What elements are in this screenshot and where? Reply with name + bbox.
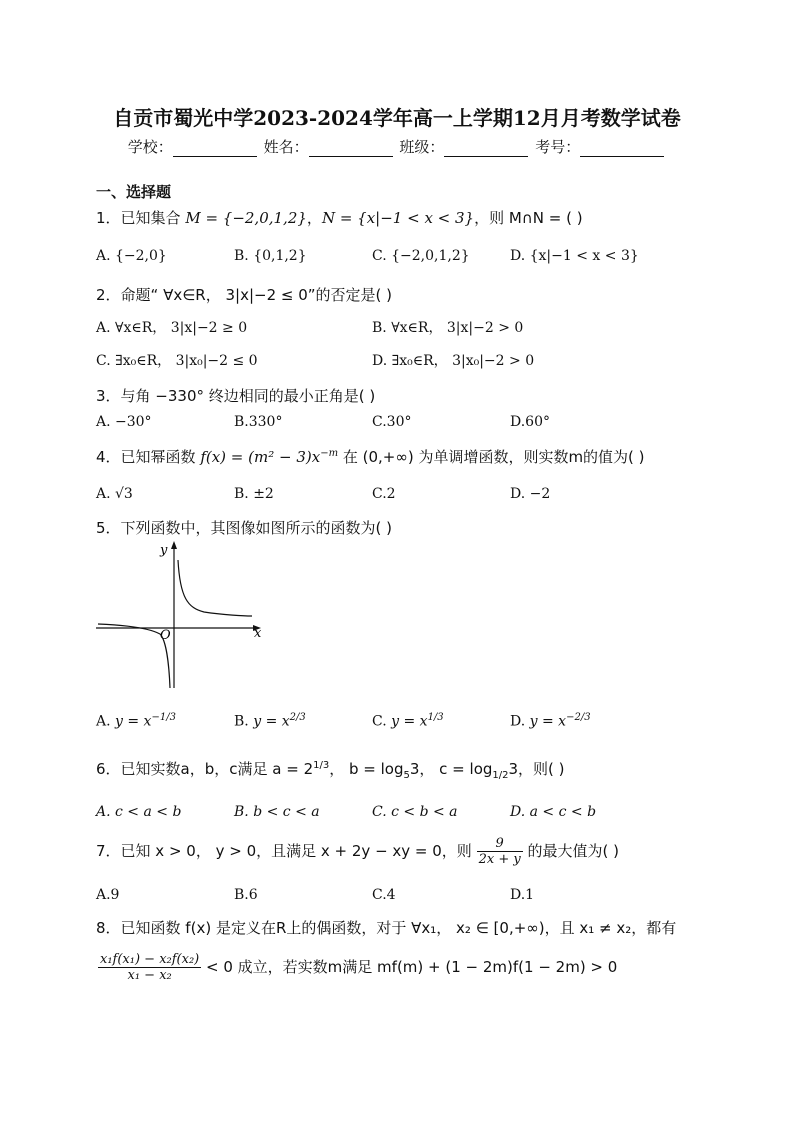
q6-option-a: A. c < a < b — [96, 804, 182, 820]
curve-left-branch — [98, 624, 170, 688]
q5-option-d-base: y = x — [529, 713, 567, 730]
q3-option-c: C.30° — [372, 414, 412, 430]
q7-fraction — [477, 836, 523, 867]
question-8: 8．已知函数 f(x) 是定义在R上的偶函数，对于 ∀x₁， x₂ ∈ [0,+∞)，且 x₁ ≠ x₂，都有 — [96, 919, 677, 937]
q4-stem: 4．已知幂函数 — [96, 448, 201, 466]
q5-option-b-exp: 2/3 — [289, 712, 306, 723]
q5-option-b-base: y = x — [253, 713, 290, 730]
q5-option-c-exp: 1/3 — [427, 712, 444, 723]
name-label: 姓名： — [263, 138, 309, 156]
q4-option-a: A. √3 — [96, 486, 133, 502]
function-graph — [94, 538, 274, 693]
curve-right-branch — [178, 560, 252, 616]
q4-option-b: B. ±2 — [234, 486, 274, 502]
q6-stem-d: 3，则( ) — [508, 760, 565, 778]
student-info-line — [0, 136, 794, 157]
q7-stem-end: 的最大值为( ) — [527, 842, 619, 860]
q8-fraction — [98, 952, 201, 983]
q5-option-a-exp: −1/3 — [151, 712, 176, 723]
page-title: 自贡市蜀光中学2023-2024学年高一上学期12月月考数学试卷 — [113, 106, 681, 130]
q5-option-d-letter: D. — [510, 713, 526, 730]
q2-option-c: C. ∃x₀∈R， 3|x₀|−2 ≤ 0 — [96, 353, 258, 369]
q4-option-d: D. −2 — [510, 486, 551, 502]
question-7 — [96, 836, 619, 867]
q7-option-a: A.9 — [96, 887, 120, 903]
q6-option-d: D. a < c < b — [510, 804, 597, 820]
q6-log-base-c: 1/2 — [492, 770, 509, 781]
class-blank — [444, 140, 528, 157]
q4-stem-end: 在 (0,+∞) 为单调增函数，则实数m的值为( ) — [338, 448, 645, 466]
q8-fraction-numerator: x₁f(x₁) − x₂f(x₂) — [100, 952, 200, 967]
q6-option-c: C. c < b < a — [372, 804, 458, 820]
section-heading: 一、选择题 — [96, 183, 172, 201]
q1-option-c: C. {−2,0,1,2} — [372, 248, 470, 264]
q6-log-base-b: 5 — [403, 770, 410, 781]
q5-option-c-letter: C. — [372, 713, 387, 730]
q5-option-a — [96, 712, 176, 730]
exam-number-label: 考号： — [535, 138, 581, 156]
q2-option-a: A. ∀x∈R， 3|x|−2 ≥ 0 — [96, 320, 248, 336]
q5-option-c — [372, 712, 444, 730]
question-4 — [96, 446, 645, 467]
q8-fraction-denominator: x₁ − x₂ — [127, 968, 172, 983]
q3-option-b: B.330° — [234, 414, 283, 430]
q1-option-d: D. {x|−1 < x < 3} — [510, 248, 639, 264]
q2-option-b: B. ∀x∈R， 3|x|−2 > 0 — [372, 320, 524, 336]
school-blank — [173, 140, 257, 157]
q6-stem: 6．已知实数a，b，c满足 a = 2 — [96, 760, 314, 778]
y-axis-label: y — [160, 543, 168, 558]
q5-option-a-letter: A. — [96, 713, 111, 730]
q5-option-d-exp: −2/3 — [566, 712, 591, 723]
q1-set-m: M = {−2,0,1,2} — [185, 209, 307, 227]
question-2: 2．命题“ ∀x∈R， 3|x|−2 ≤ 0”的否定是( ) — [96, 286, 393, 304]
q6-exp-a: 1/3 — [313, 760, 330, 771]
q1-stem-end: ，则 M∩N = ( ) — [474, 209, 583, 227]
q1-sep: ， — [306, 209, 322, 227]
q8-stem-end: < 0 成立，若实数m满足 mf(m) + (1 − 2m)f(1 − 2m) > 0 — [206, 958, 618, 976]
q4-option-c: C.2 — [372, 486, 396, 502]
class-label: 班级： — [399, 138, 445, 156]
exam-number-blank — [580, 140, 664, 157]
q5-option-a-base: y = x — [115, 713, 152, 730]
q4-function: f(x) = (m² − 3)x — [200, 448, 321, 466]
q6-option-b: B. b < c < a — [234, 804, 320, 820]
q7-option-c: C.4 — [372, 887, 396, 903]
q4-exponent: −m — [320, 448, 339, 459]
q5-option-d — [510, 712, 591, 730]
q7-fraction-denominator: 2x + y — [478, 852, 521, 867]
q6-stem-b: ， b = log — [329, 760, 404, 778]
q2-option-d: D. ∃x₀∈R， 3|x₀|−2 > 0 — [372, 353, 535, 369]
question-3: 3．与角 −330° 终边相同的最小正角是( ) — [96, 387, 376, 405]
q5-option-b-letter: B. — [234, 713, 249, 730]
school-label: 学校： — [127, 138, 173, 156]
question-8-condition — [98, 952, 617, 983]
question-5: 5．下列函数中，其图像如图所示的函数为( ) — [96, 519, 393, 537]
name-blank — [309, 140, 393, 157]
q3-option-d: D.60° — [510, 414, 550, 430]
q7-option-d: D.1 — [510, 887, 535, 903]
origin-label: O — [160, 628, 171, 643]
q1-option-b: B. {0,1,2} — [234, 248, 307, 264]
q7-stem: 7．已知 x > 0， y > 0，且满足 x + 2y − xy = 0，则 — [96, 842, 472, 860]
question-6 — [96, 758, 565, 781]
y-axis-arrow — [171, 541, 177, 549]
q5-option-b — [234, 712, 306, 730]
q5-option-c-base: y = x — [391, 713, 428, 730]
q6-stem-c: 3， c = log — [409, 760, 493, 778]
q1-set-n: N = {x|−1 < x < 3} — [321, 209, 475, 227]
q7-fraction-numerator: 9 — [477, 836, 523, 852]
q1-option-a: A. {−2,0} — [96, 248, 167, 264]
q7-option-b: B.6 — [234, 887, 258, 903]
x-axis-label: x — [254, 626, 262, 641]
q3-option-a: A. −30° — [96, 414, 152, 430]
q1-stem: 1．已知集合 — [96, 209, 186, 227]
question-1 — [96, 207, 583, 228]
